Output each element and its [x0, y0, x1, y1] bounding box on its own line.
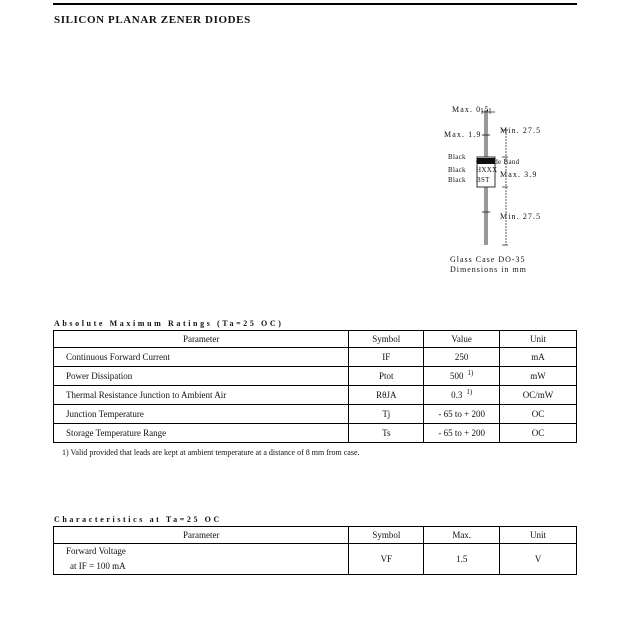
- row-parameter: [54, 544, 349, 575]
- row-value: [424, 405, 500, 424]
- row-parameter: Continuous Forward Current: [54, 348, 349, 367]
- diagram-caption-units: Dimensions in mm: [450, 265, 527, 274]
- row-unit: mA: [500, 348, 577, 367]
- band-label-6: BST: [476, 176, 490, 184]
- row-value: [424, 424, 500, 443]
- row-symbol: Tj: [349, 405, 424, 424]
- value-text: 250: [454, 352, 469, 362]
- value-text: 500: [450, 371, 464, 381]
- row-unit: OC/mW: [500, 386, 577, 405]
- row-parameter: Storage Temperature Range: [54, 424, 349, 443]
- band-label-3: Black: [448, 166, 466, 174]
- footnote-marker: 1): [467, 369, 474, 377]
- footnote-marker: 1): [466, 388, 473, 396]
- value-text: - 65 to + 200: [438, 428, 485, 438]
- value-text: 0.3: [451, 390, 463, 400]
- header-unit: Unit: [500, 527, 577, 544]
- row-unit: OC: [500, 424, 577, 443]
- band-label-4: HXXX: [476, 166, 498, 174]
- dim-max-lead: Max. 0.5: [452, 105, 490, 114]
- row-value: [424, 348, 500, 367]
- parameter-condition: at IF = 100 mA: [70, 561, 126, 571]
- row-symbol: VF: [349, 544, 424, 575]
- header-parameter: Parameter: [54, 331, 349, 348]
- header-parameter: Parameter: [54, 527, 349, 544]
- top-rule: [53, 3, 577, 5]
- row-unit: mW: [500, 367, 577, 386]
- row-symbol: RθJA: [349, 386, 424, 405]
- table-row: [54, 544, 577, 575]
- abs-max-heading: Absolute Maximum Ratings (Ta=25 OC): [54, 319, 284, 328]
- row-unit: OC: [500, 405, 577, 424]
- diagram-caption-case: Glass Case DO-35: [450, 255, 526, 264]
- table-row: [54, 386, 577, 405]
- abs-max-table: [53, 330, 577, 443]
- characteristics-heading: Characteristics at Ta=25 OC: [54, 515, 222, 524]
- header-value: Value: [424, 331, 500, 348]
- row-unit: V: [500, 544, 577, 575]
- abs-max-footnote: 1) Valid provided that leads are kept at ambient temperature at a distance of 8 mm from case.: [62, 448, 360, 457]
- band-label-1: Black: [448, 153, 466, 161]
- dim-max-body: Max. 1.9: [444, 130, 482, 139]
- row-symbol: Ptot: [349, 367, 424, 386]
- dim-max-length: Max. 3.9: [500, 170, 538, 179]
- row-max: 1.5: [424, 544, 500, 575]
- dim-min-top: Min. 27.5: [500, 126, 542, 135]
- band-label-5: Black: [448, 176, 466, 184]
- row-parameter: Power Dissipation: [54, 367, 349, 386]
- value-text: - 65 to + 200: [438, 409, 485, 419]
- header-symbol: Symbol: [349, 331, 424, 348]
- table-row: [54, 405, 577, 424]
- table-row: [54, 424, 577, 443]
- header-max: Max.: [424, 527, 500, 544]
- row-symbol: Ts: [349, 424, 424, 443]
- table-row: [54, 367, 577, 386]
- row-symbol: IF: [349, 348, 424, 367]
- dim-min-bottom: Min. 27.5: [500, 212, 542, 221]
- table-header-row: [54, 527, 577, 544]
- parameter-name: Forward Voltage: [66, 546, 126, 556]
- row-value: [424, 367, 500, 386]
- band-label-2: Cathode Band: [476, 158, 520, 166]
- package-diagram: [440, 100, 580, 280]
- row-value: [424, 386, 500, 405]
- row-parameter: Junction Temperature: [54, 405, 349, 424]
- table-header-row: [54, 331, 577, 348]
- table-row: [54, 348, 577, 367]
- header-symbol: Symbol: [349, 527, 424, 544]
- row-parameter: Thermal Resistance Junction to Ambient Air: [54, 386, 349, 405]
- header-unit: Unit: [500, 331, 577, 348]
- page-title: SILICON PLANAR ZENER DIODES: [54, 14, 251, 26]
- characteristics-table: [53, 526, 577, 575]
